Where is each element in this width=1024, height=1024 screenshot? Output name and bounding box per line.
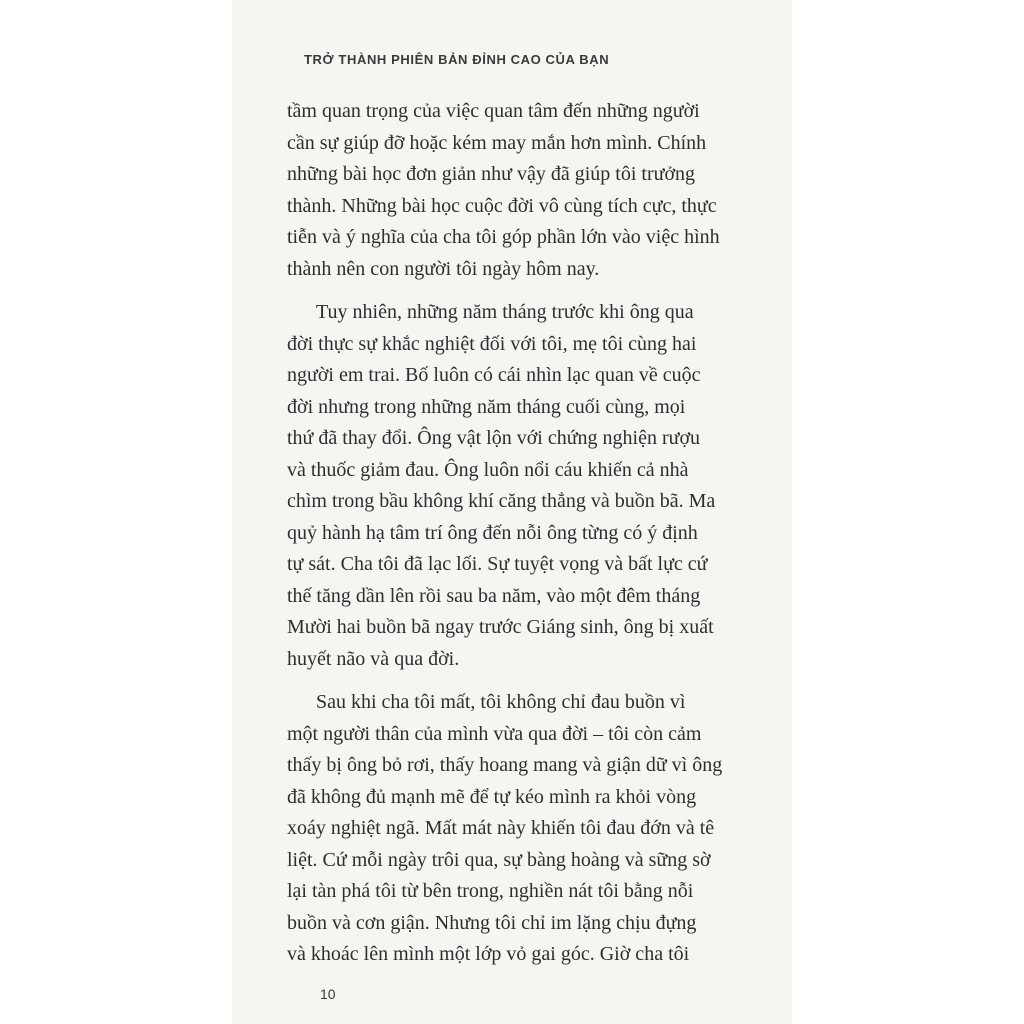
- text-line: thành. Những bài học cuộc đời vô cùng tích cực, thực: [287, 194, 717, 217]
- page-number: 10: [320, 986, 336, 1002]
- running-head: TRỞ THÀNH PHIÊN BẢN ĐỈNH CAO CỦA BẠN: [304, 52, 610, 67]
- text-line: lại tàn phá tôi từ bên trong, nghiền nát tôi bằng nỗi: [287, 880, 694, 902]
- text-line: Sau khi cha tôi mất, tôi không chỉ đau buồn vì: [316, 691, 686, 713]
- text-line: buồn và cơn giận. Nhưng tôi chỉ im lặng chịu đựng: [287, 911, 697, 934]
- text-line: tầm quan trọng của việc quan tâm đến những người: [287, 100, 700, 122]
- text-line: xoáy nghiệt ngã. Mất mát này khiến tôi đau đớn và tê: [287, 817, 715, 839]
- paragraph: [287, 687, 782, 971]
- text-line: một người thân của mình vừa qua đời – tôi còn cảm: [287, 722, 702, 745]
- text-line: tiễn và ý nghĩa của cha tôi góp phần lớn vào việc hình: [287, 226, 720, 248]
- text-line: và thuốc giảm đau. Ông luôn nổi cáu khiến cả nhà: [287, 458, 689, 481]
- text-line: và khoác lên mình một lớp vỏ gai góc. Giờ cha tôi: [287, 943, 690, 965]
- text-line: thành nên con người tôi ngày hôm nay.: [287, 257, 600, 280]
- text-line: Tuy nhiên, những năm tháng trước khi ông qua: [316, 301, 694, 323]
- book-page: [232, 0, 792, 1024]
- text-line: liệt. Cứ mỗi ngày trôi qua, sự bàng hoàng và sững sờ: [287, 848, 711, 871]
- text-line: đời thực sự khắc nghiệt đối với tôi, mẹ tôi cùng hai: [287, 332, 697, 355]
- text-line: chìm trong bầu không khí căng thẳng và buồn bã. Ma: [287, 490, 716, 512]
- text-line: người em trai. Bố luôn có cái nhìn lạc quan về cuộc: [287, 364, 701, 386]
- text-line: cần sự giúp đỡ hoặc kém may mắn hơn mình. Chính: [287, 131, 707, 154]
- text-line: đã không đủ mạnh mẽ để tự kéo mình ra khỏi vòng: [287, 785, 697, 808]
- text-line: huyết não và qua đời.: [287, 647, 460, 670]
- paragraph: [287, 297, 782, 675]
- body-text: [287, 96, 782, 983]
- paragraph: [287, 96, 782, 285]
- text-line: thứ đã thay đổi. Ông vật lộn với chứng nghiện rượu: [287, 427, 701, 449]
- text-line: đời nhưng trong những năm tháng cuối cùng, mọi: [287, 395, 686, 418]
- text-line: những bài học đơn giản như vậy đã giúp tôi trưởng: [287, 163, 696, 185]
- text-line: thấy bị ông bỏ rơi, thấy hoang mang và giận dữ vì ông: [287, 754, 723, 776]
- text-line: tự sát. Cha tôi đã lạc lối. Sự tuyệt vọng và bất lực cứ: [287, 553, 708, 575]
- text-line: quỷ hành hạ tâm trí ông đến nỗi ông từng có ý định: [287, 521, 698, 544]
- text-line: Mười hai buồn bã ngay trước Giáng sinh, ông bị xuất: [287, 616, 714, 638]
- text-line: thế tăng dần lên rồi sau ba năm, vào một đêm tháng: [287, 584, 701, 607]
